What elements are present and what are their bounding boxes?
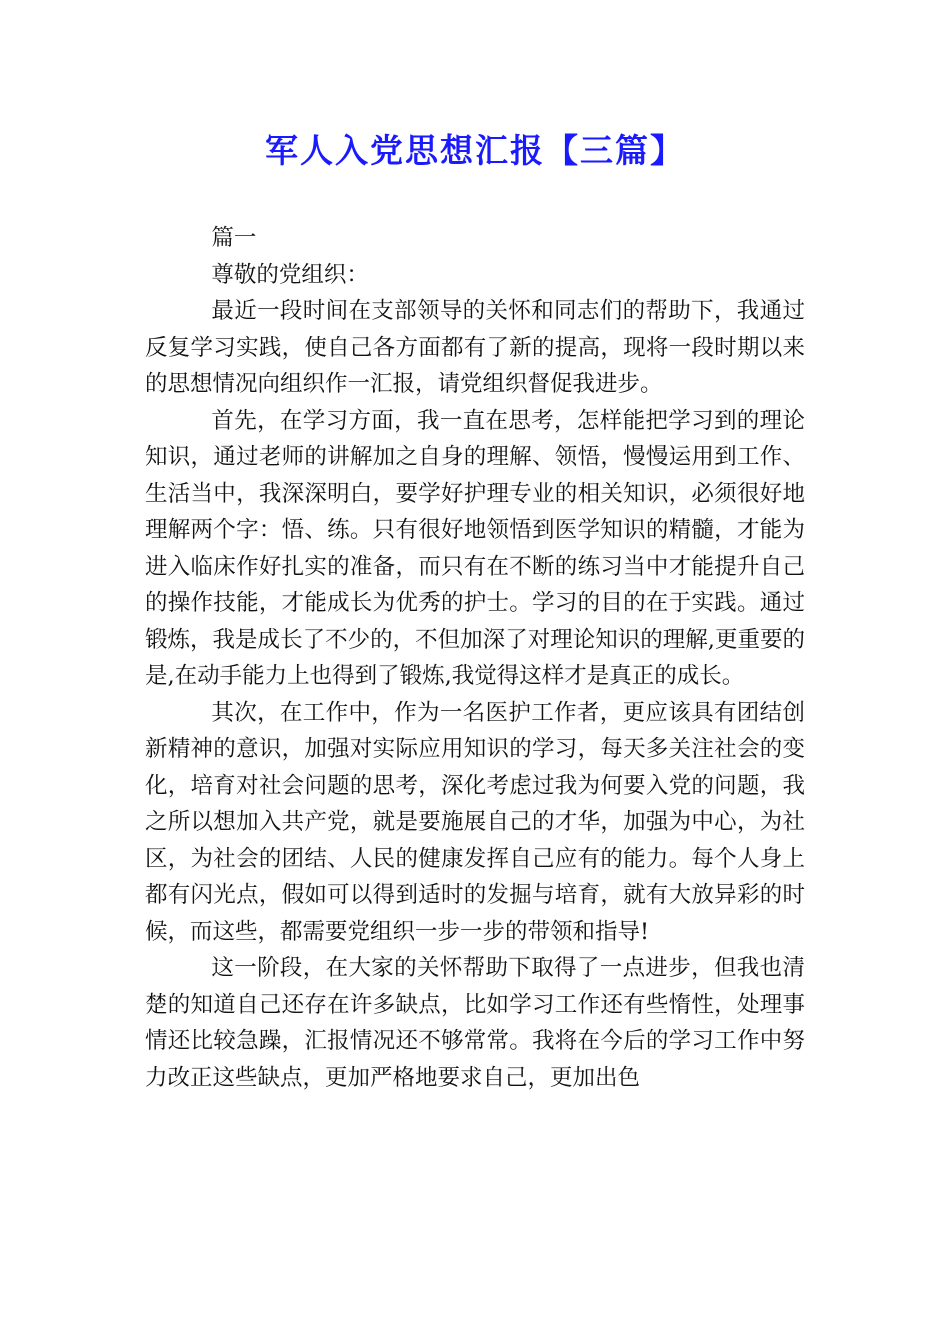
body-paragraph: 这一阶段，在大家的关怀帮助下取得了一点进步，但我也清楚的知道自己还存在许多缺点，比如学习工作还有些惰性，处理事情还比较急躁，汇报情况还不够常常。我将在今后的学习工作中努力改正这些缺点，更加严格地要求自己，更加出色 (145, 955, 805, 1091)
body-paragraph: 首先，在学习方面，我一直在思考，怎样能把学习到的理论知识，通过老师的讲解加之自身的理解、领悟，慢慢运用到工作、生活当中，我深深明白，要学好护理专业的相关知识，必须很好地理解两个字：悟、练。只有很好地领悟到医学知识的精髓，才能为进入临床作好扎实的准备，而只有在不断的练习当中才能提升自己的操作技能，才能成长为优秀的护士。学习的目的在于实践。通过锻炼，我是成长了不少的，不但加深了对理论知识的理解,更重要的是,在动手能力上也得到了锻炼,我觉得这样才是真正的成长。 (145, 407, 805, 689)
body-paragraph: 最近一段时间在支部领导的关怀和同志们的帮助下，我通过反复学习实践，使自己各方面都有了新的提高，现将一段时期以来的思想情况向组织作一汇报，请党组织督促我进步。 (145, 298, 805, 397)
document-body (145, 220, 805, 1096)
body-paragraph: 其次，在工作中，作为一名医护工作者，更应该具有团结创新精神的意识，加强对实际应用知识的学习，每天多关注社会的变化，培育对社会问题的思考，深化考虑过我为何要入党的问题，我之所以想加入共产党，就是要施展自己的才华，加强为中心，为社区，为社会的团结、人民的健康发挥自己应有的能力。每个人身上都有闪光点，假如可以得到适时的发掘与培育，就有大放异彩的时候，而这些，都需要党组织一步一步的带领和指导! (145, 699, 805, 945)
document-title: 军人入党思想汇报【三篇】 (265, 131, 685, 170)
section-heading: 篇一 (211, 225, 257, 251)
salutation: 尊敬的党组织： (211, 261, 369, 288)
